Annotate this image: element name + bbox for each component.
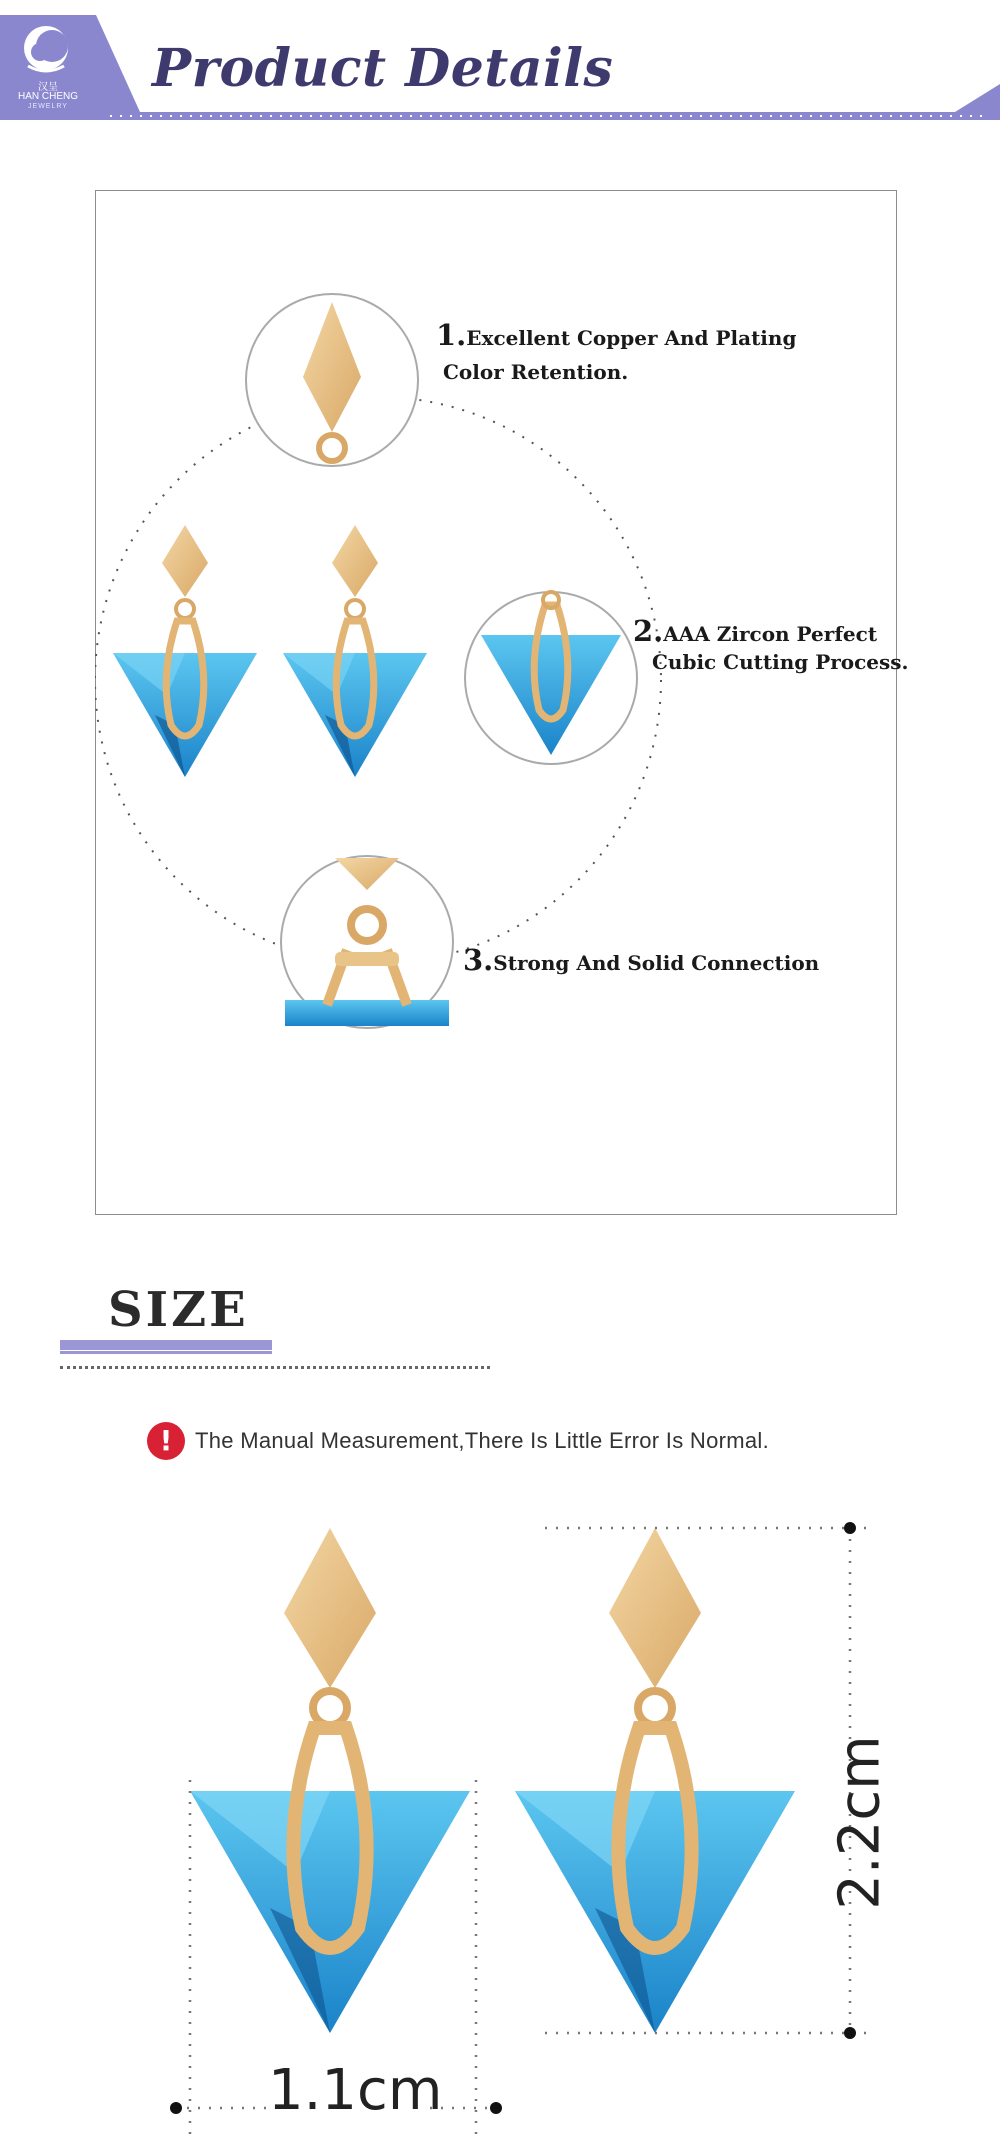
earring-right-image: [283, 525, 427, 777]
zoom-circle-plating: [246, 294, 418, 466]
feature-1-line1: 1.Excellent Copper And Plating: [436, 318, 797, 352]
size-underline: [60, 1340, 272, 1350]
height-dimension-label: 2.2cm: [827, 1735, 893, 1910]
size-dotted-divider: [60, 1366, 490, 1369]
logo-brand-name: HAN CHENG: [17, 91, 78, 102]
width-dimension-label: 1.1cm: [268, 2058, 443, 2123]
earring-left-image: [113, 525, 257, 777]
page-title: Product Details: [152, 38, 614, 99]
zoom-circle-zircon: [465, 592, 637, 764]
measurement-notice: The Manual Measurement,There Is Little Error Is Normal.: [195, 1428, 770, 1453]
feature-2-line1: 2.AAA Zircon Perfect: [633, 614, 878, 648]
logo-subtitle: JEWELRY: [28, 103, 68, 110]
size-earring-right-image: [515, 1528, 795, 2033]
logo-chinese-text: 汉呈: [38, 82, 58, 93]
feature-3-line1: 3.Strong And Solid Connection: [463, 943, 820, 977]
zoom-circle-connection: [281, 856, 453, 1028]
size-heading: SIZE: [108, 1282, 249, 1338]
feature-2-line2: Cubic Cutting Process.: [652, 650, 909, 674]
size-underline-thin: [60, 1351, 272, 1354]
exclamation-icon: !: [147, 1422, 185, 1460]
feature-1-line2: Color Retention.: [443, 360, 629, 384]
size-earring-left-image: [190, 1528, 470, 2033]
